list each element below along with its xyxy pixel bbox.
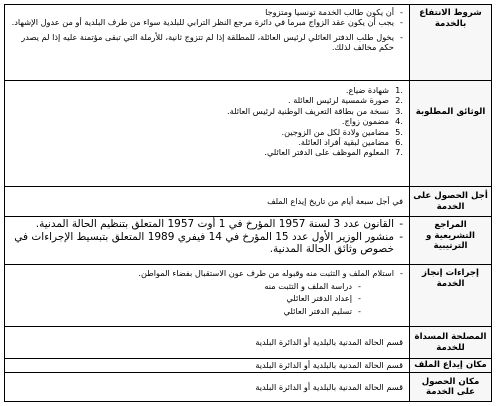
procedure-subitem: - إعداد الدفتر العائلي	[9, 292, 361, 305]
content-procedures	[5, 265, 409, 326]
row-procedures	[5, 265, 491, 327]
procedure-subitem: - دراسة الملف و التثبت منه	[9, 280, 361, 293]
service-department-text: قسم الحالة المدنية بالبلدية أو الدائرة البلدية	[255, 337, 403, 348]
row-legal-references	[5, 217, 491, 265]
content-service-department	[5, 327, 409, 358]
content-filing-location	[5, 359, 409, 372]
row-delivery-location	[5, 373, 491, 401]
eligibility-item: - يجب أن يكون عقد الزواج مبرما في دائرة مرجع النظر الترابي للبلدية سواء من طرف البلدية أو من عدول الإشهاد.	[9, 17, 403, 27]
procedure-subitem: - تسليم الدفتر العائلي	[9, 305, 361, 318]
header-eligibility: شروط الانتفاع بالخدمة	[409, 5, 491, 80]
document-item: .5 مضامين ولادة لكل من الزوجين.	[281, 126, 403, 137]
row-documents	[5, 81, 491, 187]
content-deadline	[5, 187, 409, 216]
header-service-department: المصلحة المسداة للخدمة	[409, 327, 491, 358]
row-filing-location	[5, 359, 491, 373]
content-documents	[5, 81, 409, 186]
legal-reference-item: - منشور الوزير الأول عدد 15 المؤرخ في 14 فيفري 1989 المتعلق بتبسيط الإجراءات في خصوص وثائق الحالة المدنية.	[9, 231, 403, 256]
header-deadline: أجل الحصول على الخدمة	[409, 187, 491, 216]
document-item: .2 صورة شمسية لرئيس العائلة .	[288, 95, 403, 106]
deadline-text: في أجل سبعة أيام من تاريخ إيداع الملف	[267, 196, 403, 207]
procedure-item: - استلام الملف و التثبت منه وقبوله من طرف عون الاستقبال بفضاء المواطن.	[9, 267, 403, 280]
document-item: .3 نسخة من بطاقة التعريف الوطنية لرئيس العائلة.	[227, 105, 403, 116]
content-legal-references	[5, 217, 409, 264]
document-item: .6 مضامين لبقية أفراد العائلة.	[298, 137, 403, 148]
document-item: .1 شهادة ضياع.	[345, 85, 403, 95]
header-delivery-location: مكان الحصول على الخدمة	[409, 373, 491, 401]
filing-location-text: قسم الحالة المدنية بالبلدية أو الدائرة البلدية	[255, 360, 403, 371]
row-service-department	[5, 327, 491, 359]
legal-reference-item: - القانون عدد 3 لسنة 1957 المؤرخ في 1 أوت 1957 المتعلق بتنظيم الحالة المدنية.	[9, 218, 403, 231]
header-documents: الوثائق المطلوبة	[409, 81, 491, 186]
header-legal-references: المراجع التشريعية و الترتيبية	[409, 217, 491, 264]
content-delivery-location	[5, 373, 409, 401]
eligibility-item: - يخول طلب الدفتر العائلي لرئيس العائلة، للمطلقة إذا لم تتزوج ثانية، للأرملة التي تبقى مؤتمنة عليه إذا لم يصدر حكم مخالف لذلك.	[9, 32, 403, 53]
eligibility-item: - أن يكون طالب الخدمة تونسيا ومتزوجا	[9, 7, 403, 17]
content-eligibility	[5, 5, 409, 80]
header-filing-location: مكان إيداع الملف	[409, 359, 491, 372]
service-info-table	[4, 4, 492, 402]
header-procedures: إجراءات إنجاز الخدمة	[409, 265, 491, 326]
delivery-location-text: قسم الحالة المدنية بالبلدية أو الدائرة البلدية	[255, 381, 403, 392]
row-eligibility	[5, 5, 491, 81]
document-item: .7 المعلوم الموظف على الدفتر العائلي.	[264, 147, 403, 158]
document-item: .4 مضمون زواج.	[341, 116, 403, 127]
row-deadline	[5, 187, 491, 217]
